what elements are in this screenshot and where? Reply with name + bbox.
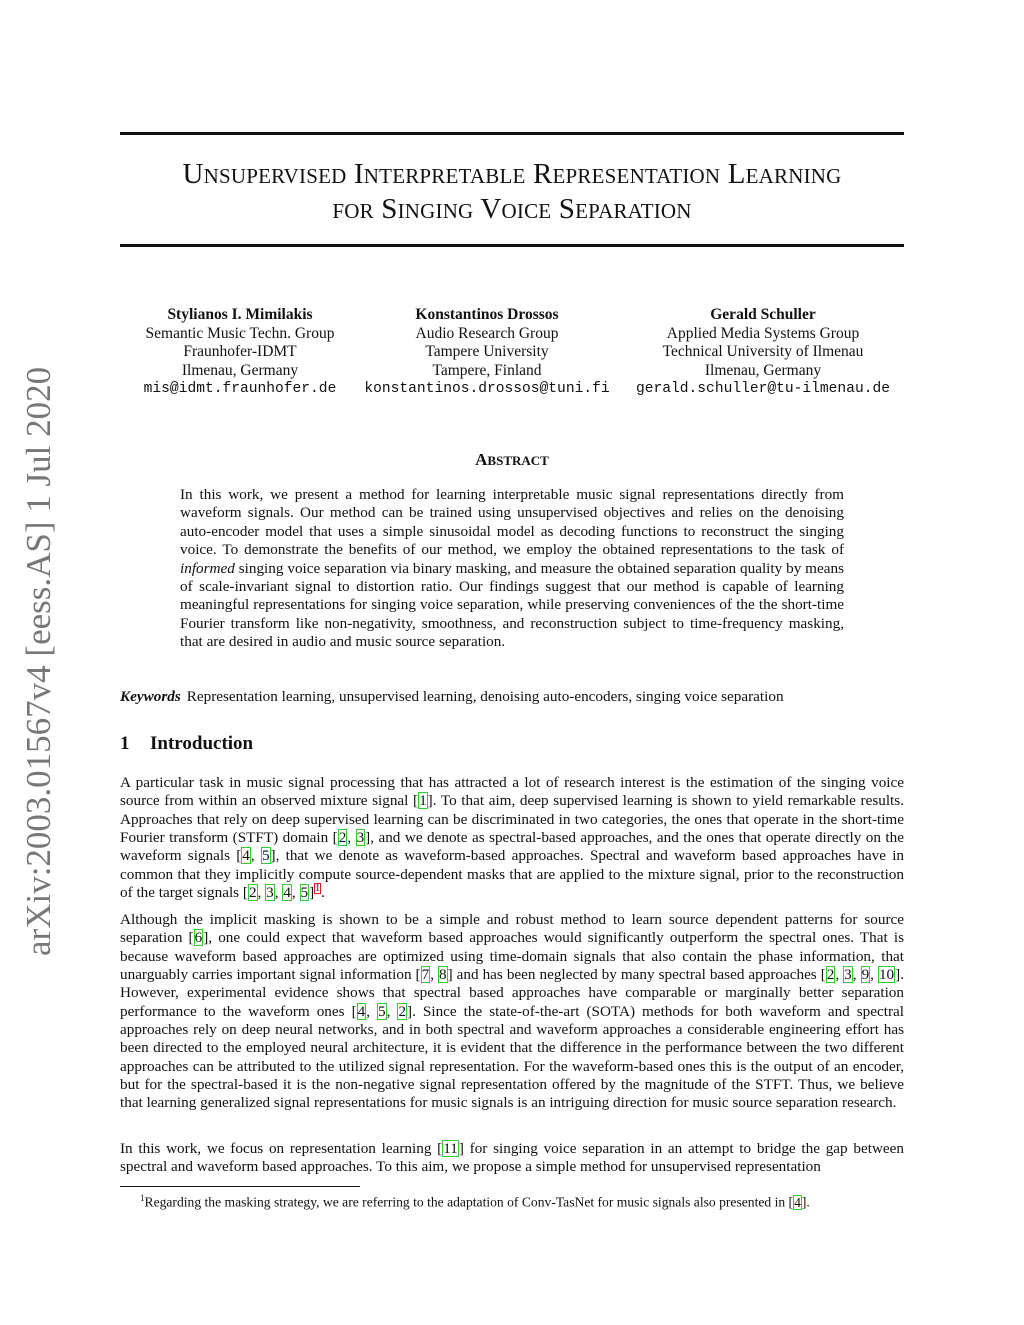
citation-link[interactable]: 4	[357, 1002, 366, 1020]
author-1	[110, 306, 370, 399]
title-word-rest: NTERPRETABLE	[363, 164, 526, 188]
paragraph-text: ], one could expect that waveform based approaches would significantly outperform the spectral ones. That is because waveform based approaches are optimized using time-domain signals that also contain the phase information, that unarguably carries important signal information [	[120, 929, 904, 984]
author-email[interactable]: gerald.schuller@tu-ilmenau.de	[636, 381, 890, 397]
title-word-cap: S	[381, 193, 398, 225]
title-word-rest: EARNING	[745, 164, 842, 188]
paragraph-text: .	[321, 884, 325, 902]
intro-paragraph-1: A particular task in music signal processing that has attracted a lot of research interest is the estimation of the singing voice source from within an observed mixture signal [1]. To that aim, deep supervised learning is shown to yield remarkable results. Approaches that rely on deep supervised learning can be discriminated in two categories, the ones that operate in the short-time Fourier transform (STFT) domain [2, 3], and we denote as spectral-based approaches, and the ones that operate directly on the waveform signals [4, 5], that we denote as waveform-based approaches. Spectral and waveform based approaches have in common that they implicitly compute source-dependent masks that are applied to the mixture signal, prior to the reconstruction of the target signals [2, 3, 4, 5]$^1$.	[120, 774, 905, 902]
citation-link[interactable]: 4	[283, 884, 291, 902]
paper-title	[120, 158, 904, 228]
paragraph-text: ]. To that aim, deep supervised learning is shown to yield remarkable results. Approaches that rely on deep supervised learning can be discriminated in two categories, the ones that operate in the short-time Fourier transform (STFT) domain [	[120, 792, 904, 847]
citation-link[interactable]: 2	[826, 966, 835, 984]
footnote	[140, 1190, 900, 1211]
author-name: Konstantinos Drossos	[415, 306, 559, 323]
author-name: Gerald Schuller	[710, 306, 816, 323]
citation-link[interactable]: 4	[242, 847, 250, 865]
author-affiliation: Applied Media Systems Group	[666, 324, 860, 342]
title-word-cap: L	[727, 158, 746, 190]
author-affiliation: Audio Research Group	[415, 324, 559, 342]
abstract-text	[180, 486, 844, 652]
title-word-rest: OICE	[501, 199, 552, 223]
abstract-heading-cap: A	[475, 450, 488, 469]
citation-link[interactable]: 2	[398, 1002, 407, 1020]
citation-link[interactable]: 4	[794, 1194, 801, 1210]
title-top-rule	[120, 132, 904, 135]
author-block	[110, 306, 914, 401]
abstract-heading	[120, 450, 904, 471]
title-line-2	[120, 193, 904, 228]
abstract-heading-rest: BSTRACT	[487, 453, 549, 468]
title-word-rest: EPARATION	[575, 199, 692, 223]
title-word-rest: NSUPERVISED	[203, 164, 347, 188]
keywords	[120, 688, 920, 706]
paragraph-text: A particular task in music signal processing that has attracted a lot of research interest is the estimation of the singing voice source from within an observed mixture signal [	[120, 774, 904, 810]
title-word-cap: V	[480, 193, 502, 225]
title-word-cap: R	[532, 158, 553, 190]
title-word-cap: I	[353, 158, 364, 190]
title-word-rest: EPRESENTATION	[552, 164, 721, 188]
author-2	[362, 306, 612, 399]
title-word-cap: U	[182, 158, 204, 190]
paragraph-text: ]. However, experimental evidence shows that spectral based approaches have comparable or marginally better separation performance to the waveform ones [	[120, 966, 904, 1020]
paragraph-text: In this work, we focus on representation learning [	[120, 1140, 443, 1157]
author-affiliation: Fraunhofer-IDMT	[183, 343, 297, 360]
citation-link[interactable]: 7	[421, 966, 430, 984]
footnote-mark: 1	[140, 1193, 145, 1203]
paragraph-text: ]	[309, 884, 315, 902]
intro-paragraph-3	[120, 1140, 904, 1177]
author-location: Ilmenau, Germany	[181, 361, 299, 379]
abstract-text-part: In this work, we present a method for learning interpretable music signal representations directly from waveform signals. Our method can be trained using unsupervised objectives and relies on the denoising auto-encoder model that uses a simple sinusoidal model as decoding functions to reconstruct the singing voice. To demonstrate the benefits of our method, we employ the obtained representations to the task of	[180, 486, 844, 559]
citation-link[interactable]: 8	[439, 966, 447, 984]
section-heading	[120, 733, 253, 755]
citation-link[interactable]: 5	[261, 847, 270, 865]
paragraph-text: ] for singing voice separation in an attempt to bridge the gap between spectral and waveform based approaches. To this aim, we propose a simple method for unsupervised representation	[120, 1140, 904, 1176]
author-affiliation: Semantic Music Techn. Group	[145, 324, 335, 342]
citation-link[interactable]: 3	[844, 966, 852, 984]
section-number: 1	[120, 733, 130, 754]
citation-link[interactable]: 6	[194, 929, 203, 947]
abstract-text-part: singing voice separation via binary masking, and measure the obtained separation quality by means of scale-invariant signal to distortion ratio. Our findings suggest that our method is capable of learning meaningful representations for singing voice separation, while preserving conveniences of the the short-time Fourier transform like non-negativity, smoothness, and reconstruction subject to time-frequency masking, that are desired in audio and music source separation.	[180, 559, 844, 651]
intro-paragraph-2: Although the implicit masking is shown to be a simple and robust method to learn source dependent patterns for source separation [6], one could expect that waveform based approaches would significantly outperform the spectral ones. That is because waveform based approaches are optimized using time-domain signals that also contain the phase information, that unarguably carries important signal information [7, 8] and has been neglected by many spectral based approaches [2, 3, 9, 10]. However, experimental evidence shows that spectral based approaches have comparable or marginally better separation performance to the waveform ones [4, 5, 2]. Since the state-of-the-art (SOTA) methods for both waveform and spectral approaches rely on deep neural networks, and in both spectral and waveform approaches a considerable engineering effort has been directed to the employed neural architecture, it is evident that the difference in the performance between the two different approaches can be attributed to the utilized signal representation. For the waveform-based ones this is the output of an encoder, but for the spectral-based it is the non-negative signal representation offered by the magnitude of the STFT. Thus, we believe that learning generalized signal representations for music signals is an intriguing direction for music source separation research.	[120, 911, 904, 1112]
arxiv-stamp: arXiv:2003.01567v4 [eess.AS] 1 Jul 2020	[19, 366, 58, 956]
title-bottom-rule	[120, 244, 904, 247]
footnote-link[interactable]: 1	[315, 883, 321, 894]
author-email[interactable]: konstantinos.drossos@tuni.fi	[364, 381, 610, 397]
footnote-text: ].	[801, 1194, 810, 1210]
author-affiliation: Tampere University	[425, 343, 549, 360]
author-email[interactable]: mis@idmt.fraunhofer.de	[143, 381, 337, 397]
citation-link[interactable]: 5	[378, 1002, 386, 1020]
citation-link[interactable]: 5	[300, 884, 309, 902]
title-word-rest: FOR	[332, 199, 374, 223]
paragraph-text: ], and we denote as spectral-based approaches, and the ones that operate directly on the waveform signals [	[120, 829, 904, 865]
citation-link[interactable]: 3	[356, 829, 365, 847]
citation-link[interactable]: 2	[248, 884, 257, 902]
author-location: Ilmenau, Germany	[704, 361, 822, 379]
citation-link[interactable]: 11	[443, 1140, 458, 1157]
author-3	[632, 306, 894, 399]
citation-link[interactable]: 1	[419, 792, 427, 810]
keywords-label: Keywords	[120, 688, 181, 705]
keywords-text: Representation learning, unsupervised learning, denoising auto-encoders, singing voice separation	[186, 688, 784, 705]
footnote-rule	[120, 1186, 360, 1187]
citation-link[interactable]: 9	[861, 966, 870, 984]
abstract-emphasis: informed	[180, 559, 235, 577]
paragraph-text: ] and has been neglected by many spectral based approaches [	[447, 966, 826, 984]
author-affiliation: Technical University of Ilmenau	[662, 343, 864, 360]
title-word-cap: S	[558, 193, 576, 225]
author-name: Stylianos I. Mimilakis	[167, 306, 313, 323]
citation-link[interactable]: 2	[338, 829, 347, 847]
author-location: Tampere, Finland	[432, 361, 542, 379]
paragraph-text: ]. Since the state-of-the-art (SOTA) methods for both waveform and spectral approaches rely on deep neural networks, and in both spectral and waveform approaches a considerable engineering effort has been directed to the employed neural architecture, it is evident that the difference in the performance between the two different approaches can be attributed to the utilized signal representation. For the waveform-based ones this is the output of an encoder, but for the spectral-based it is the non-negative signal representation offered by the magnitude of the STFT. Thus, we believe that learning generalized signal representations for music signals is an intriguing direction for music source separation research.	[120, 1002, 904, 1112]
section-title: Introduction	[150, 733, 254, 754]
paragraph-text: Although the implicit masking is shown to be a simple and robust method to learn source dependent patterns for source separation [	[120, 911, 904, 947]
citation-link[interactable]: 10	[878, 966, 895, 984]
citation-link[interactable]: 3	[266, 884, 274, 902]
title-line-1	[120, 158, 904, 193]
paragraph-text: ], that we denote as waveform-based approaches. Spectral and waveform based approaches have in common that they implicitly compute source-dependent masks that are applied to the mixture signal, prior to the reconstruction of the target signals [	[120, 847, 905, 902]
footnote-text: Regarding the masking strategy, we are referring to the adaptation of Conv-TasNet for music signals also presented in [	[144, 1194, 794, 1210]
title-word-rest: INGING	[397, 199, 474, 223]
